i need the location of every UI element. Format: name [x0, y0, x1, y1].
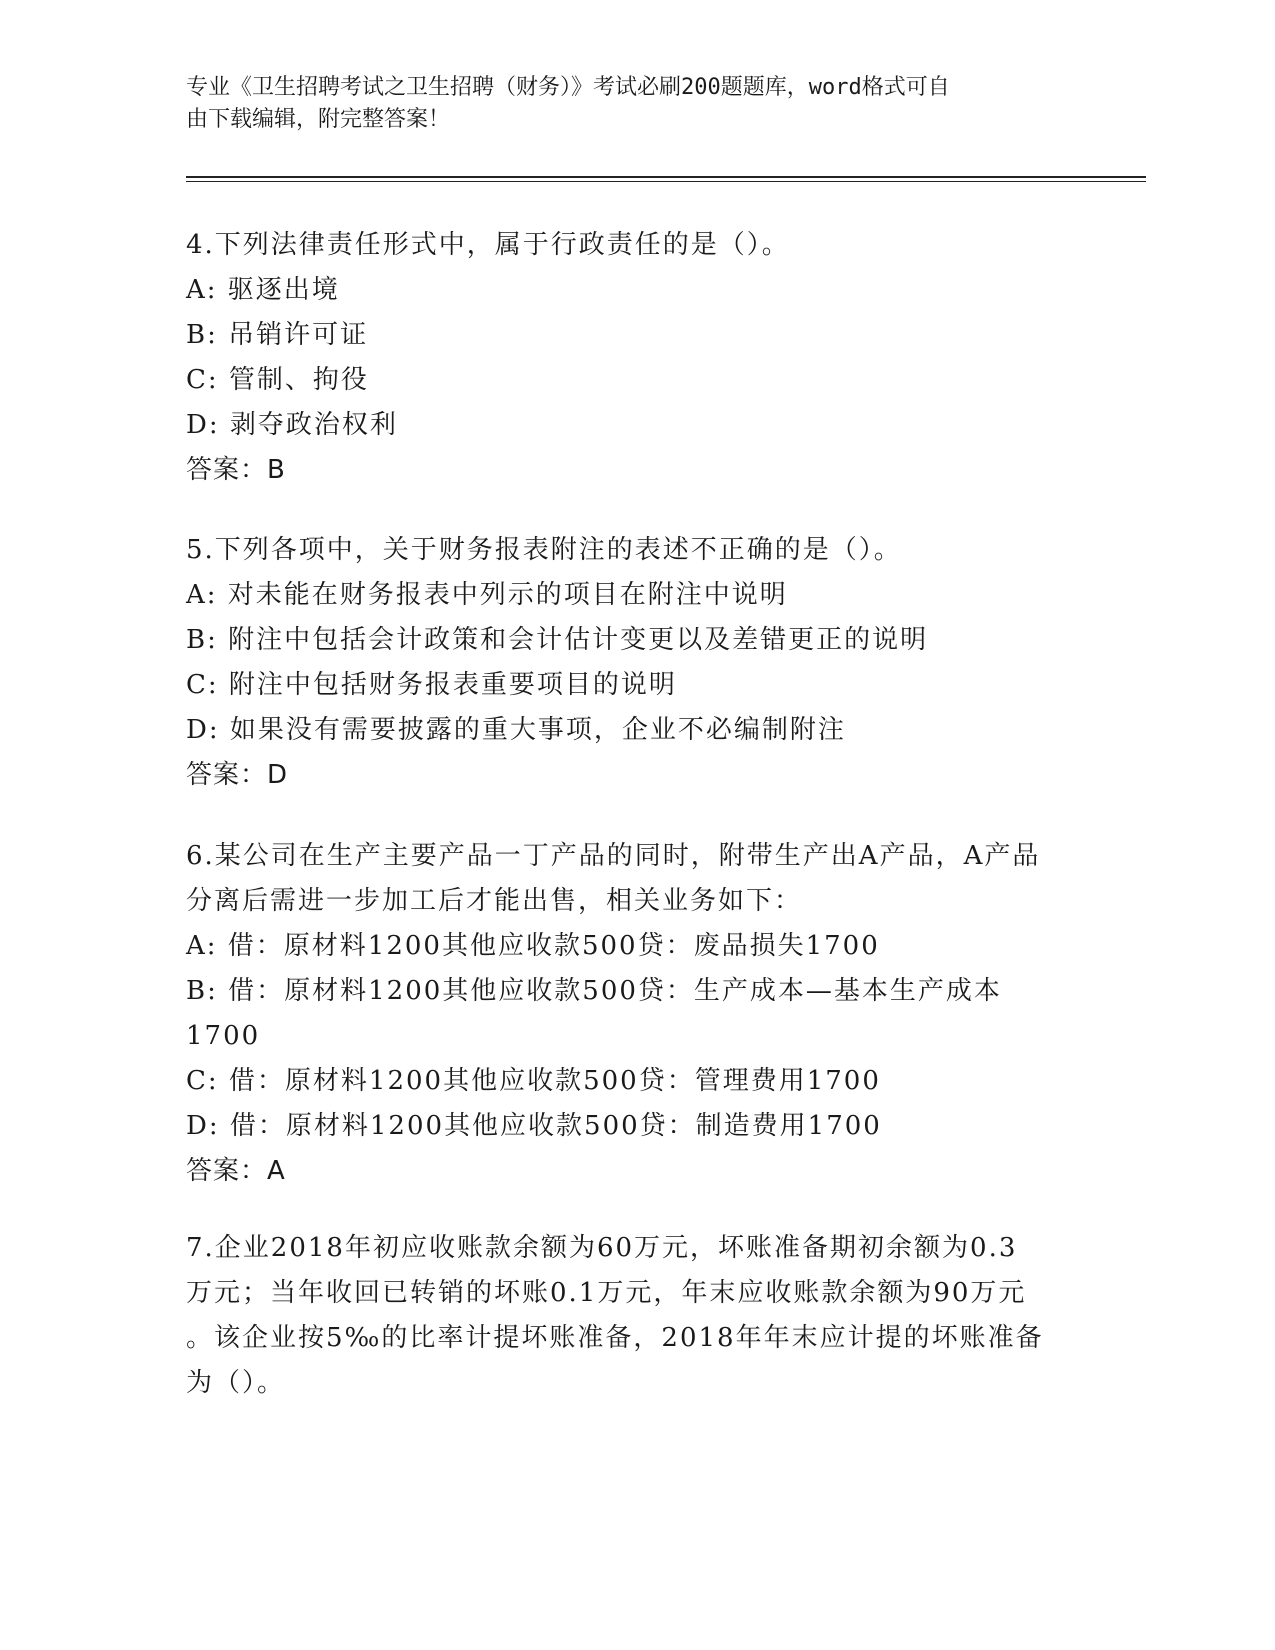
question-stem: 为（）。 — [186, 1368, 286, 1398]
header-line-2: 由下载编辑，附完整答案！ — [186, 107, 451, 132]
header-divider-thin — [186, 181, 1146, 182]
question-stem: 5.下列各项中，关于财务报表附注的表述不正确的是（）。 — [186, 535, 902, 565]
answer-label: 答案：B — [186, 455, 286, 485]
option-a: A: 对未能在财务报表中列示的项目在附注中说明 — [186, 580, 788, 610]
question-stem: 6.某公司在生产主要产品一丁产品的同时，附带生产出A产品，A产品 — [186, 841, 1041, 871]
question-stem: 。该企业按5‰的比率计提坏账准备，2018年年末应计提的坏账准备 — [186, 1323, 1044, 1353]
question-stem: 4.下列法律责任形式中，属于行政责任的是（）。 — [186, 230, 790, 260]
header-line-1: 专业《卫生招聘考试之卫生招聘（财务）》考试必刷200题题库，word格式可自 — [186, 75, 950, 100]
document-header — [186, 72, 1066, 136]
question-4 — [186, 223, 1086, 493]
question-stem: 7.企业2018年初应收账款余额为60万元，坏账准备期初余额为0.3 — [186, 1233, 1018, 1263]
question-7 — [186, 1226, 1086, 1406]
question-stem: 万元；当年收回已转销的坏账0.1万元，年末应收账款余额为90万元 — [186, 1278, 1027, 1308]
option-b-continued: 1700 — [186, 1021, 261, 1051]
question-5 — [186, 528, 1086, 798]
question-6 — [186, 834, 1086, 1194]
option-b: B: 借：原材料1200其他应收款500贷：生产成本—基本生产成本 — [186, 976, 1002, 1006]
option-d: D: 剥夺政治权利 — [186, 410, 398, 440]
option-c: C: 附注中包括财务报表重要项目的说明 — [186, 670, 677, 700]
question-stem: 分离后需进一步加工后才能出售，相关业务如下： — [186, 886, 803, 916]
header-divider — [186, 176, 1146, 178]
option-a: A: 借：原材料1200其他应收款500贷：废品损失1700 — [186, 931, 880, 961]
answer-label: 答案：D — [186, 760, 289, 790]
answer-label: 答案：A — [186, 1156, 286, 1186]
option-c: C: 管制、拘役 — [186, 365, 369, 395]
option-b: B: 附注中包括会计政策和会计估计变更以及差错更正的说明 — [186, 625, 929, 655]
option-a: A: 驱逐出境 — [186, 275, 340, 305]
option-d: D: 如果没有需要披露的重大事项，企业不必编制附注 — [186, 715, 846, 745]
option-c: C: 借：原材料1200其他应收款500贷：管理费用1700 — [186, 1066, 881, 1096]
option-d: D: 借：原材料1200其他应收款500贷：制造费用1700 — [186, 1111, 882, 1141]
option-b: B: 吊销许可证 — [186, 320, 369, 350]
